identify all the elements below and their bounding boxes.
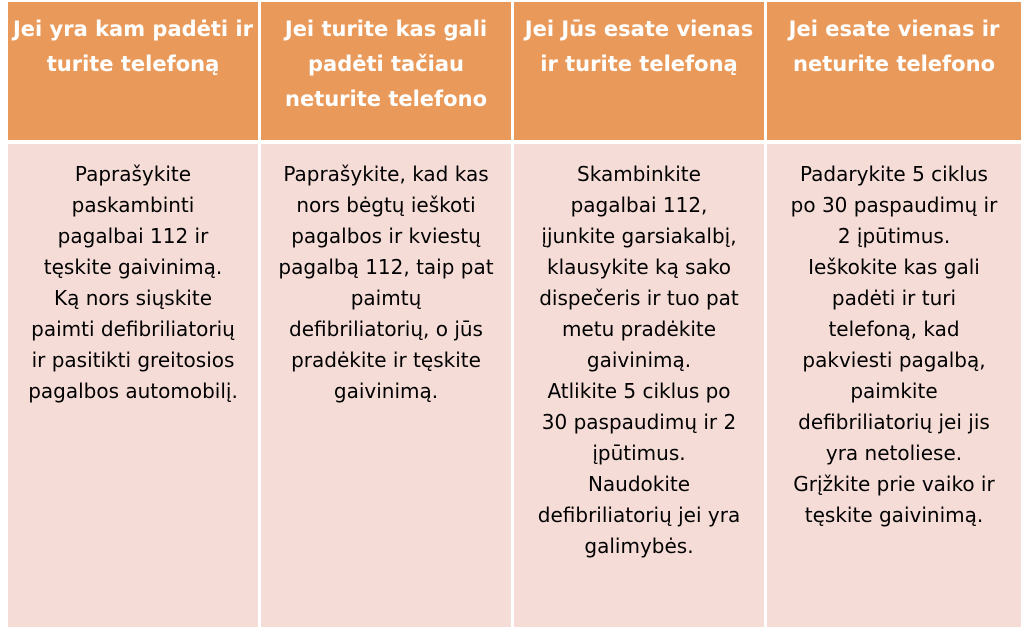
header-cell-helper-with-phone: Jei yra kam padėti ir turite telefoną [8,2,261,144]
body-cell-helper-with-phone: Paprašykite paskambinti pagalbai 112 ir tęskite gaivinimą. Ką nors siųskite paimti defibriliatorių ir pasitikti greitosios pagalbos automobilį. [8,144,261,627]
body-cell-helper-without-phone: Paprašykite, kad kas nors bėgtų ieškoti pagalbos ir kviestų pagalbą 112, taip pat paimtų defibriliatorių, o jūs pradėkite ir tęskite gaivinimą. [261,144,514,627]
body-cell-alone-with-phone: Skambinkite pagalbai 112, įjunkite garsiakalbį, klausykite ką sako dispečeris ir tuo pat metu pradėkite gaivinimą. Atlikite 5 ciklus po 30 paspaudimų ir 2 įpūtimus. Naudokite defibriliatorių jei yra galimybės. [514,144,767,627]
instructions-table [8,2,1021,627]
header-cell-alone-with-phone: Jei Jūs esate vienas ir turite telefoną [514,2,767,144]
header-cell-alone-without-phone: Jei esate vienas ir neturite telefono [767,2,1021,144]
header-cell-helper-without-phone: Jei turite kas gali padėti tačiau neturite telefono [261,2,514,144]
body-cell-alone-without-phone: Padarykite 5 ciklus po 30 paspaudimų ir 2 įpūtimus. Ieškokite kas gali padėti ir turi telefoną, kad pakviesti pagalbą, paimkite defibriliatorių jei jis yra netoliese. Grįžkite prie vaiko ir tęskite gaivinimą. [767,144,1021,627]
